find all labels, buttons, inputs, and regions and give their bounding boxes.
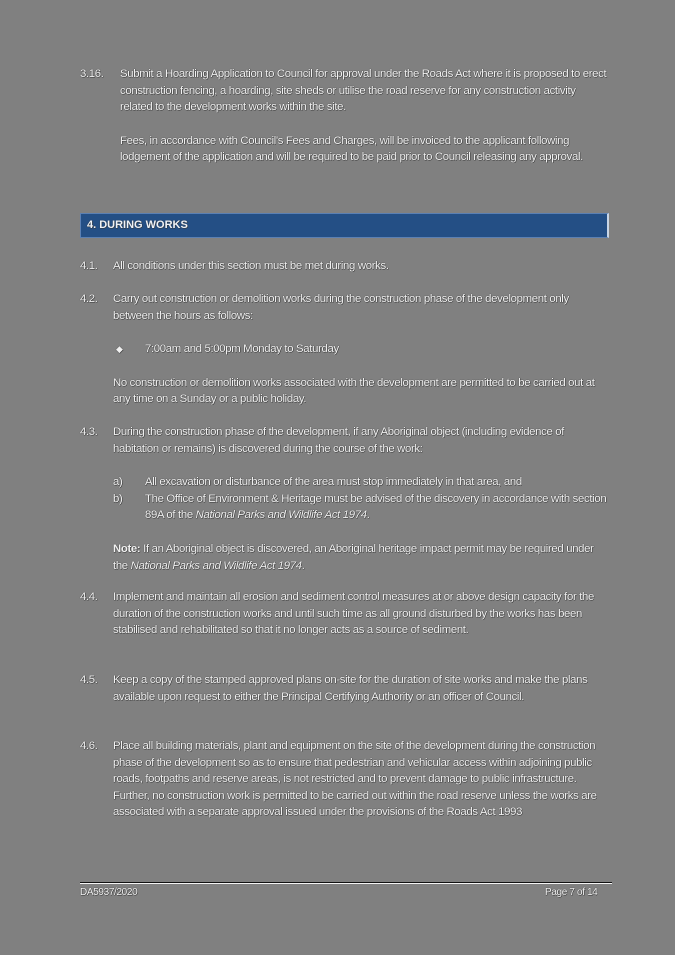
condition-4-2 xyxy=(80,291,610,408)
hours-text: 7:00am and 5:00pm Monday to Saturday xyxy=(145,343,339,356)
sub-item-text-end: . xyxy=(366,509,370,522)
footer-divider xyxy=(80,882,612,884)
act-name: National Parks and Wildlife Act 1974 xyxy=(195,509,367,522)
condition-4-3 xyxy=(80,424,610,574)
condition-number: 4.1. xyxy=(80,260,98,272)
condition-note xyxy=(113,541,610,574)
footer-page-number: Page 7 of 14 xyxy=(545,887,598,898)
condition-text: Place all building materials, plant and equipment on the site of the development during the construction phase of the development so as to ensure that pedestrian and vehicular access within adjoining public roads, footpaths and reserve areas, is not restricted and to prevent damage to public infrastructure. Further, no construction work is permitted to be carried out within the road reserve unless the works are associated with a separate approval issued under the provisions of the Roads Act 1993 xyxy=(113,740,597,819)
act-name: National Parks and Wildlife Act 1974 xyxy=(130,559,302,572)
sub-item-label: a) xyxy=(113,476,123,489)
condition-number: 4.5. xyxy=(80,674,98,686)
note-text-end: . xyxy=(301,559,305,572)
section-header-during-works xyxy=(80,213,609,238)
condition-4-6 xyxy=(80,738,610,821)
sub-item-b xyxy=(113,491,610,524)
condition-4-5 xyxy=(80,672,610,705)
condition-text: Submit a Hoarding Application to Council for approval under the Roads Act where it is proposed to erect construction fencing, a hoarding, site sheds or utilise the road reserve for any construction activity related to the development works within the site. xyxy=(120,68,607,114)
condition-4-1 xyxy=(80,258,610,275)
condition-4-4 xyxy=(80,589,610,639)
sub-item-text: All excavation or disturbance of the area must stop immediately in that area, and xyxy=(145,476,522,489)
condition-number: 4.4. xyxy=(80,591,98,603)
condition-intro: During the construction phase of the development, if any Aboriginal object (including evidence of habitation or remains) is discovered during the course of the work: xyxy=(113,426,565,455)
bullet-icon: ◆ xyxy=(116,344,123,355)
condition-number: 4.2. xyxy=(80,293,98,305)
condition-fees-text: Fees, in accordance with Council's Fees and Charges, will be invoiced to the applicant following lodgement of the application and will be required to be paid prior to Council releasing any approval. xyxy=(120,134,583,164)
condition-number: 4.6. xyxy=(80,740,98,752)
condition-number: 3.16. xyxy=(80,68,104,80)
note-text: If an Aboriginal object is discovered, an Aboriginal heritage impact permit may be required under the xyxy=(113,542,594,572)
hours-bullet-item xyxy=(113,341,610,358)
condition-3-16 xyxy=(80,66,610,166)
condition-intro: Carry out construction or demolition works during the construction phase of the development only between the hours as follows: xyxy=(113,293,569,322)
sub-item-list xyxy=(113,474,610,524)
condition-number: 4.3. xyxy=(80,426,98,438)
condition-closing: No construction or demolition works associated with the development are permitted to be carried out at any time on a Sunday or a public holiday. xyxy=(113,376,595,406)
sub-item-label: b) xyxy=(113,492,123,505)
sub-item-text: The Office of Environment & Heritage must be advised of the discovery in accordance with section 89A of the xyxy=(145,492,607,522)
condition-text: Implement and maintain all erosion and sediment control measures at or above design capacity for the duration of the construction works and until such time as all ground disturbed by the works has been stabilised and rehabilitated so that it no longer acts as a source of sediment. xyxy=(113,591,595,637)
sub-item-a xyxy=(113,474,610,491)
condition-text: Keep a copy of the stamped approved plans on-site for the duration of site works and make the plans available upon request to either the Principal Certifying Authority or an officer of Council. xyxy=(113,674,588,703)
section-title: 4. DURING WORKS xyxy=(87,219,188,231)
footer-reference: DA5937/2020 xyxy=(80,887,138,898)
condition-text: All conditions under this section must be met during works. xyxy=(113,260,389,272)
note-label: Note: xyxy=(113,542,141,555)
